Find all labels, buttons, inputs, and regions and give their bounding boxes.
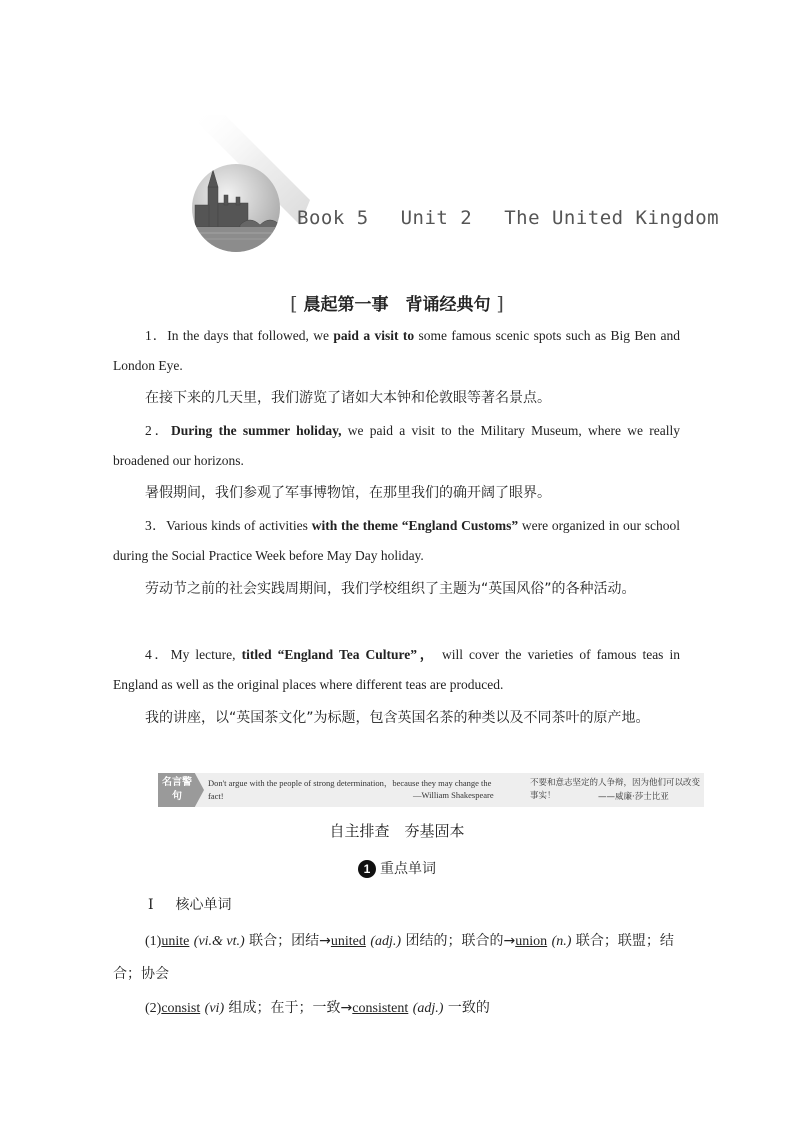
sentence-text: were organized in our school during the Social Practice Week before May Day holiday. <box>113 518 681 563</box>
word-answer: consist <box>161 1001 201 1016</box>
unit-title <box>297 207 739 229</box>
unit-name: The United Kingdom <box>504 207 720 229</box>
sentence-3-english <box>113 511 680 571</box>
bracket-right: ] <box>496 293 504 315</box>
part-label: 核心单词 <box>175 897 232 913</box>
unit-label: Unit 2 <box>400 207 473 229</box>
sentence-text: will cover the varieties of famous teas in England as well as the original places where different teas are produced. <box>113 647 680 692</box>
word-entry-consist <box>113 993 680 1024</box>
word-part-of-speech: (adj.) <box>370 934 402 949</box>
sentence-number: 4． <box>145 647 171 662</box>
sentence-number: 2． <box>145 423 172 438</box>
sentence-key-phrase: with the theme “England Customs” <box>311 518 519 533</box>
sentence-4-chinese: 我的讲座，以“英国茶文化”为标题，包含英国名茶的种类以及不同茶叶的原产地。 <box>145 710 650 726</box>
word-definition: 联合；团结→ <box>244 933 331 949</box>
word-definition: 团结的；联合的→ <box>401 933 516 949</box>
word-answer: consistent <box>352 1001 409 1016</box>
word-part-of-speech: (n.) <box>551 934 572 949</box>
part-roman-numeral: Ⅰ <box>148 897 154 913</box>
word-entry-unite <box>113 925 680 991</box>
word-answer: unite <box>161 934 190 949</box>
sentence-2-english <box>113 416 680 476</box>
famous-quote-banner <box>158 773 704 807</box>
section-heading-text: 晨起第一事 背诵经典句 <box>303 295 491 315</box>
word-part-of-speech: (vi) <box>204 1001 225 1016</box>
quote-badge-label: 名言警句 <box>162 777 192 802</box>
bracket-left: [ <box>290 293 298 315</box>
word-number: (2) <box>145 1001 162 1016</box>
sentence-text: we paid a visit to the Military Museum, where we really broadened our horizons. <box>113 423 680 468</box>
word-definition: 一致的 <box>443 1000 490 1016</box>
sentence-text: My lecture, <box>170 647 242 662</box>
sentence-4-english <box>113 640 680 700</box>
sub-heading-key-words <box>0 858 794 878</box>
number-badge-icon: 1 <box>358 860 376 878</box>
sentence-number: 3． <box>145 518 167 533</box>
sentence-2-chinese: 暑假期间，我们参观了军事博物馆，在那里我们的确开阔了眼界。 <box>145 485 551 501</box>
sentence-1-english <box>113 321 680 381</box>
sentence-3-chinese: 劳动节之前的社会实践周期间，我们学校组织了主题为“英国风俗”的各种活动。 <box>145 581 636 597</box>
sentence-text: In the days that followed, we <box>167 328 334 343</box>
sentence-text: Various kinds of activities <box>166 518 312 533</box>
sentence-key-phrase: During the summer holiday, <box>171 423 342 438</box>
quote-english-author: —William Shakespeare <box>413 790 494 800</box>
word-definition: 联合；联盟；结合；协会 <box>113 933 674 982</box>
word-definition: 组成；在于；一致→ <box>224 1000 353 1016</box>
sentence-number: 1． <box>145 328 168 343</box>
quote-chinese-author: ——威廉·莎士比亚 <box>598 792 669 802</box>
word-part-of-speech: (vi.& vt.) <box>193 934 245 949</box>
sentence-1-chinese: 在接下来的几天里，我们游览了诸如大本钟和伦敦眼等著名景点。 <box>145 390 551 406</box>
section-heading-classic-sentences <box>0 290 794 315</box>
book-label: Book 5 <box>297 207 369 229</box>
sub-heading-text: 重点单词 <box>380 861 436 877</box>
word-answer: united <box>330 934 366 949</box>
section-heading-self-check: 自主排查 夯基固本 <box>329 822 465 840</box>
london-skyline-illustration <box>150 115 310 265</box>
word-part-of-speech: (adj.) <box>412 1001 444 1016</box>
sentence-key-phrase: paid a visit to <box>333 328 415 343</box>
sentence-key-phrase: titled “England Tea Culture”， <box>241 647 436 662</box>
word-number: (1) <box>145 934 162 949</box>
quote-chinese: 不要和意志坚定的人争辩，因为他们可以改变事实！ <box>530 778 701 801</box>
quote-english: Don't argue with the people of strong determination，because they may change the fact! <box>208 778 492 801</box>
part-1-heading <box>148 894 232 914</box>
sentence-text: some famous scenic spots such as Big Ben and London Eye. <box>113 328 681 373</box>
word-answer: union <box>515 934 548 949</box>
